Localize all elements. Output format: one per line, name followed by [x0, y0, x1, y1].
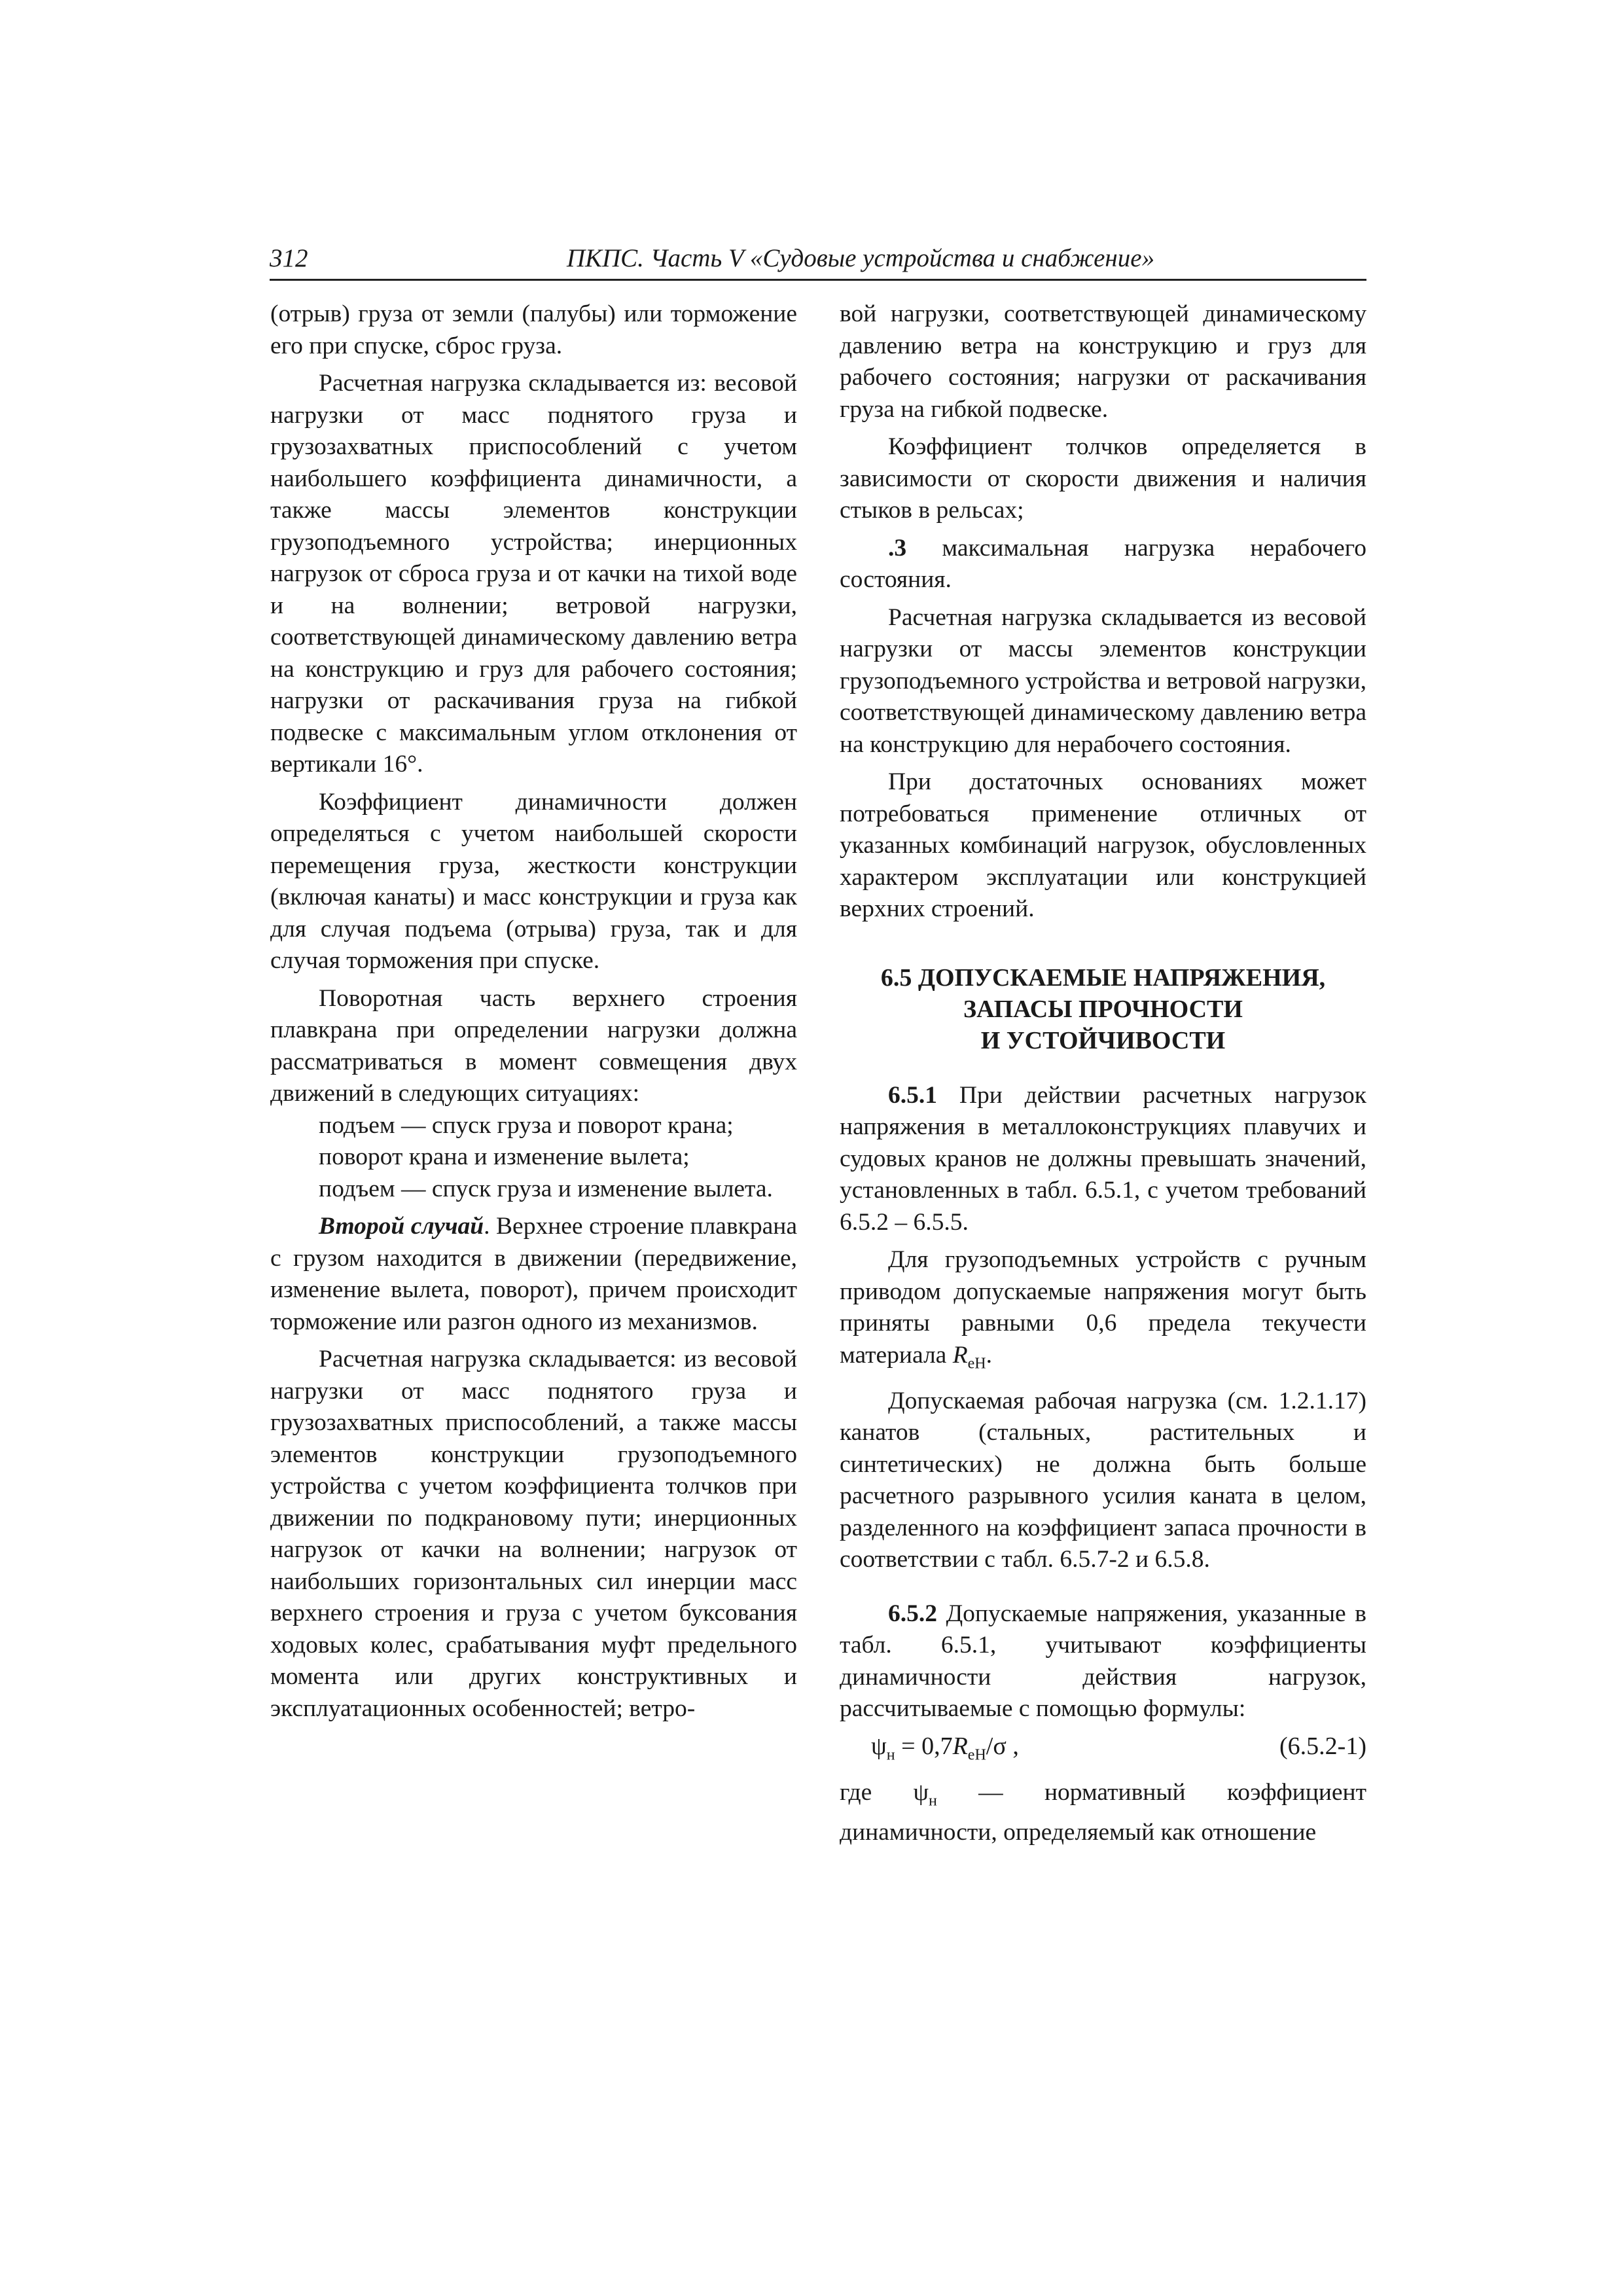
- subscript: eH: [967, 1355, 986, 1372]
- paragraph-text: максимальная нагрузка нерабочего состояния.: [840, 534, 1366, 593]
- paragraph: вой нагрузки, соответствующей динамическому давлению ветра на конструкцию и груз для рабочего состояния; нагрузки от раскачивания груза на гибкой подвеске.: [840, 300, 1366, 423]
- item-number: .3: [888, 534, 907, 562]
- clause-number: 6.5.1: [888, 1081, 937, 1109]
- punctuation: .: [986, 1341, 992, 1369]
- formula-expression: [871, 1728, 1019, 1774]
- subscript: н: [929, 1792, 937, 1810]
- right-column: [840, 298, 1366, 1855]
- paragraph: Допускаемая рабочая нагрузка (см. 1.2.1.17) канатов (стальных, растительных и синтетических) не должна быть больше расчетного разрывного усилия каната в целом, разделенного на коэффициент запаса прочности в соответствии с табл. 6.5.7-2 и 6.5.8.: [840, 1387, 1366, 1573]
- page-header: [270, 241, 1366, 281]
- page-number: 312: [270, 244, 308, 272]
- formula-number: (6.5.2-1): [1279, 1732, 1366, 1760]
- section-heading-line: 6.5 ДОПУСКАЕМЫЕ НАПРЯЖЕНИЯ,: [880, 963, 1326, 992]
- formula-part: /σ ,: [986, 1732, 1019, 1760]
- paragraph: Поворотная часть верхнего строения плавкрана при определении нагрузки должна рассматриваться в момент совмещения двух движений в следующих ситуациях:: [270, 984, 797, 1107]
- formula: [840, 1728, 1366, 1774]
- subscript: eH: [967, 1746, 986, 1764]
- paragraph-text: Для грузоподъемных устройств с ручным приводом допускаемые напряжения могут быть приняты равными 0,6 предела текучести материала: [840, 1246, 1366, 1369]
- paragraph: Расчетная нагрузка складывается: из весовой нагрузки от масс поднятого груза и грузозахватных приспособлений, а также массы элементов конструкции грузоподъемного устройства с учетом коэффициента толчков при движении по подкрановому пути; инерционных нагрузок от качки на волнении; нагрузок от наибольших горизонтальных сил инерции масс верхнего строения и груза с учетом буксования ходовых колес, срабатывания муфт предельного момента или других конструктивных и эксплуатационных особенностей; ветро-: [270, 1346, 797, 1722]
- case-label: Второй случай: [319, 1213, 484, 1240]
- paragraph: [840, 1080, 1366, 1239]
- section-heading-line: И УСТОЙЧИВОСТИ: [980, 1026, 1226, 1054]
- paragraph: Расчетная нагрузка складывается из: весовой нагрузки от масс поднятого груза и грузозахватных приспособлений с учетом наибольшего коэффициента динамичности, а также массы элементов конструкции грузоподъемного устройства; инерционных нагрузок от сброса груза и от качки на тихой воде и на волнении; ветровой нагрузки, соответствующей динамическому давлению ветра на конструкцию и груз для рабочего состояния; нагрузки от раскачивания груза на гибкой подвеске с максимальным углом отклонения от вертикали 16°.: [270, 370, 797, 778]
- clause-number: 6.5.2: [888, 1600, 937, 1627]
- paragraph-text: Допускаемые напряжения, указанные в табл. 6.5.1, учитывают коэффициенты динамичности действия нагрузок, рассчитываемые с помощью формулы:: [840, 1600, 1366, 1722]
- paragraph: [270, 1211, 797, 1338]
- paragraph-text: . Верхнее строение плавкрана с грузом находится в движении (передвижение, изменение вылета, поворот), причем происходит торможение или разгон одного из механизмов.: [270, 1213, 797, 1335]
- section-heading-line: ЗАПАСЫ ПРОЧНОСТИ: [963, 995, 1243, 1023]
- list-item: подъем — спуск груза и поворот крана;: [319, 1111, 734, 1139]
- paragraph: При достаточных основаниях может потребоваться применение отличных от указанных комбинаций нагрузок, обусловленных характером эксплуатации или конструкцией верхних строений.: [840, 768, 1366, 922]
- paragraph: [840, 1777, 1366, 1849]
- paragraph-text: где ψ: [840, 1779, 929, 1806]
- paragraph: Коэффициент динамичности должен определяться с учетом наибольшей скорости перемещения груза, жесткости конструкции (включая канаты) и масс конструкции и груза как для случая подъема (отрыва) груза, так и для случая торможения при спуске.: [270, 788, 797, 974]
- symbol: R: [952, 1341, 968, 1369]
- paragraph-text: — нормативный коэффициент динамичности, определяемый как отношение: [840, 1779, 1366, 1846]
- paragraph: [840, 1598, 1366, 1725]
- paragraph-text: При действии расчетных нагрузок напряжения в металлоконструкциях плавучих и судовых кранов не должны превышать значений, установленных в табл. 6.5.1, с учетом требований 6.5.2 – 6.5.5.: [840, 1081, 1366, 1236]
- formula-symbol: ψ: [871, 1732, 887, 1760]
- section-heading: [840, 962, 1366, 1056]
- paragraph: [840, 1244, 1366, 1380]
- paragraph: (отрыв) груза от земли (палубы) или торможение его при спуске, сброс груза.: [270, 300, 797, 359]
- list-item: подъем — спуск груза и изменение вылета.: [319, 1175, 773, 1202]
- subscript: н: [886, 1746, 895, 1764]
- paragraph: Коэффициент толчков определяется в зависимости от скорости движения и наличия стыков в рельсах;: [840, 433, 1366, 524]
- list-item: поворот крана и изменение вылета;: [319, 1143, 690, 1170]
- paragraph: Расчетная нагрузка складывается из весовой нагрузки от массы элементов конструкции грузоподъемного устройства и ветровой нагрузки, соответствующей динамическому давлению ветра на конструкцию для нерабочего состояния.: [840, 603, 1366, 758]
- formula-part: = 0,7: [895, 1732, 953, 1760]
- running-title: ПКПС. Часть V «Судовые устройства и снабжение»: [566, 244, 1155, 272]
- paragraph: [840, 533, 1366, 596]
- formula-symbol: R: [952, 1732, 968, 1760]
- left-column: [270, 298, 797, 1731]
